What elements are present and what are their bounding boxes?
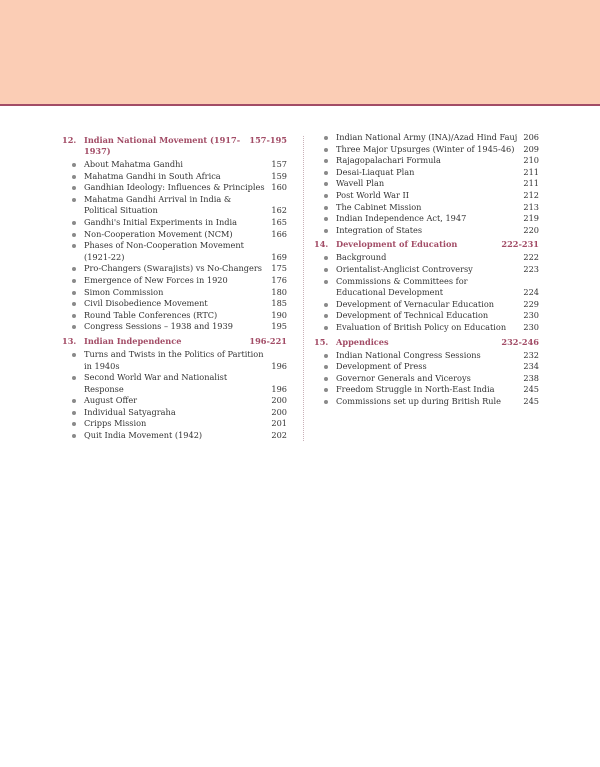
- toc-entry[interactable]: [314, 155, 539, 167]
- toc-entry-page: 222: [523, 252, 539, 263]
- bullet-icon: [62, 229, 84, 241]
- toc-entry[interactable]: [314, 264, 539, 276]
- toc-entry[interactable]: [314, 350, 539, 362]
- toc-entry[interactable]: [314, 144, 539, 156]
- bullet-icon: [62, 372, 84, 384]
- toc-entry-page: 162: [271, 205, 287, 216]
- toc-entry[interactable]: [62, 349, 287, 372]
- bullet-icon: [314, 190, 336, 202]
- bullet-icon: [62, 263, 84, 275]
- toc-left-column: [62, 132, 287, 445]
- toc-entry-label: Gandhian Ideology: Influences & Principles: [84, 182, 265, 193]
- toc-right-column: [314, 132, 539, 410]
- toc-entry-page: 201: [271, 418, 287, 429]
- toc-entry[interactable]: [314, 322, 539, 334]
- bullet-icon: [62, 287, 84, 299]
- toc-entry[interactable]: [314, 361, 539, 373]
- toc-entry[interactable]: [62, 407, 287, 419]
- column-divider: [303, 136, 304, 441]
- bullet-icon: [62, 418, 84, 430]
- toc-entry-page: 175: [271, 263, 287, 274]
- toc-entry-label: Commissions set up during British Rule: [336, 395, 502, 406]
- toc-entry-label: About Mahatma Gandhi: [84, 159, 184, 169]
- toc-entry[interactable]: [62, 275, 287, 287]
- bullet-icon: [314, 373, 336, 385]
- toc-entry-label: Indian Independence Act, 1947: [336, 213, 467, 224]
- toc-entry-page: 230: [523, 321, 539, 332]
- toc-entry-page: 230: [523, 310, 539, 321]
- toc-entry[interactable]: [62, 194, 287, 217]
- bullet-icon: [314, 299, 336, 311]
- toc-entry-label: Second World War and Nationalist Response: [84, 372, 228, 394]
- toc-entry[interactable]: [314, 276, 539, 299]
- toc-entry[interactable]: [62, 171, 287, 183]
- toc-entry[interactable]: [314, 132, 539, 144]
- toc-entry-label: Quit India Movement (1942): [84, 430, 203, 441]
- toc-entry[interactable]: [62, 298, 287, 310]
- toc-section: [314, 132, 539, 236]
- toc-entry[interactable]: [314, 202, 539, 214]
- toc-entry-page: 190: [271, 309, 287, 320]
- bullet-icon: [314, 396, 336, 408]
- bullet-icon: [314, 178, 336, 190]
- toc-entry[interactable]: [62, 240, 287, 263]
- toc-entry-label: Wavell Plan: [336, 178, 385, 189]
- chapter-heading[interactable]: [62, 336, 287, 347]
- toc-entry[interactable]: [314, 384, 539, 396]
- bullet-icon: [62, 349, 84, 361]
- toc-entry-page: 211: [523, 166, 539, 177]
- toc-entry-page: 159: [271, 170, 287, 181]
- bullet-icon: [62, 310, 84, 322]
- toc-entry-page: 195: [271, 321, 287, 332]
- toc-entry-page: 220: [523, 224, 539, 235]
- bullet-icon: [314, 322, 336, 334]
- toc-entry-label: The Cabinet Mission: [336, 201, 422, 212]
- bullet-icon: [314, 132, 336, 144]
- toc-section: [62, 336, 287, 442]
- toc-entry-page: 219: [523, 213, 539, 224]
- chapter-heading[interactable]: [314, 337, 539, 348]
- toc-entry-page: 169: [271, 251, 287, 262]
- toc-entry-page: 209: [523, 143, 539, 154]
- toc-entry[interactable]: [62, 217, 287, 229]
- toc-entry-label: Turns and Twists in the Politics of Partition in 1940s: [84, 348, 264, 371]
- toc-entry-page: 213: [523, 201, 539, 212]
- toc-entry[interactable]: [62, 418, 287, 430]
- toc-entry-label: Orientalist-Anglicist Controversy: [336, 263, 473, 274]
- chapter-number: 15.: [314, 336, 329, 347]
- toc-entry-label: Congress Sessions – 1938 and 1939: [84, 321, 233, 332]
- bullet-icon: [62, 240, 84, 252]
- toc-entry-page: 157: [271, 159, 287, 169]
- toc-section: [314, 239, 539, 333]
- toc-entry-label: Commissions & Committees for Educational Development: [336, 275, 468, 298]
- toc-entry-page: 176: [271, 274, 287, 285]
- toc-entry-page: 245: [523, 395, 539, 406]
- bullet-icon: [314, 167, 336, 179]
- chapter-heading[interactable]: [314, 239, 539, 250]
- toc-entry-label: Background: [336, 252, 387, 263]
- toc-entry-label: August Offer: [84, 395, 138, 406]
- toc-entry-page: 165: [271, 216, 287, 227]
- bullet-icon: [62, 194, 84, 206]
- bullet-icon: [314, 384, 336, 396]
- toc-entry-label: Simon Commission: [84, 286, 164, 297]
- toc-entry-label: Governor Generals and Viceroys: [336, 372, 471, 383]
- bullet-icon: [62, 217, 84, 229]
- toc-section: [314, 337, 539, 408]
- toc-entry-label: Gandhi's Initial Experiments in India: [84, 216, 237, 227]
- toc-entry-page: 202: [271, 430, 287, 441]
- toc-entry-label: Cripps Mission: [84, 418, 147, 429]
- toc-entry-label: Post World War II: [336, 189, 409, 200]
- toc-section: [62, 135, 287, 333]
- bullet-icon: [314, 155, 336, 167]
- toc-entry-label: Indian National Congress Sessions: [336, 349, 481, 360]
- toc-entry[interactable]: [314, 167, 539, 179]
- toc-entry-label: Development of Technical Education: [336, 310, 489, 321]
- bullet-icon: [62, 321, 84, 333]
- toc-entry[interactable]: [62, 372, 287, 395]
- chapter-number: 12.: [62, 135, 77, 145]
- toc-entry[interactable]: [314, 190, 539, 202]
- toc-entry[interactable]: [62, 430, 287, 442]
- toc-entry[interactable]: [314, 213, 539, 225]
- toc-entry-page: 210: [523, 155, 539, 166]
- toc-entry-label: Rajagopalachari Formula: [336, 155, 441, 166]
- toc-entry[interactable]: [314, 310, 539, 322]
- header-band: [0, 0, 600, 104]
- toc-entry-label: Mahatma Gandhi in South Africa: [84, 170, 221, 181]
- bullet-icon: [314, 252, 336, 264]
- toc-entry[interactable]: [62, 310, 287, 322]
- toc-entry[interactable]: [62, 182, 287, 194]
- chapter-page-range: 157-195: [249, 135, 287, 145]
- toc-entry[interactable]: [314, 299, 539, 311]
- toc-entry-label: Freedom Struggle in North-East India: [336, 384, 495, 395]
- bullet-icon: [314, 144, 336, 156]
- toc-entry[interactable]: [314, 396, 539, 408]
- toc-entry[interactable]: [314, 252, 539, 264]
- toc-entry-page: 200: [271, 395, 287, 406]
- toc-entry[interactable]: [62, 321, 287, 333]
- bullet-icon: [314, 310, 336, 322]
- bullet-icon: [314, 264, 336, 276]
- toc-entry-page: 212: [523, 189, 539, 200]
- toc-entry-label: Integration of States: [336, 224, 423, 235]
- toc-entry-page: 238: [523, 372, 539, 383]
- chapter-title: Appendices: [336, 336, 389, 347]
- bullet-icon: [62, 171, 84, 183]
- toc-entry-page: 224: [523, 287, 539, 298]
- toc-entry-label: Pro-Changers (Swarajists) vs No-Changers: [84, 263, 262, 274]
- toc-entry-label: Desai-Liaquat Plan: [336, 166, 415, 177]
- toc-entry[interactable]: [62, 287, 287, 299]
- toc-entry-label: Phases of Non-Cooperation Movement (1921-22): [84, 240, 244, 262]
- bullet-icon: [314, 361, 336, 373]
- bullet-icon: [314, 276, 336, 288]
- chapter-title: Indian National Movement (1917-1937): [84, 135, 241, 156]
- chapter-page-range: 232-246: [501, 336, 539, 347]
- toc-entry-label: Individual Satyagraha: [84, 406, 176, 417]
- toc-entry-label: Evaluation of British Policy on Education: [336, 321, 507, 332]
- toc-entry-label: Round Table Conferences (RTC): [84, 309, 218, 320]
- bullet-icon: [314, 225, 336, 237]
- bullet-icon: [314, 213, 336, 225]
- toc-entry-page: 223: [523, 263, 539, 274]
- bullet-icon: [62, 395, 84, 407]
- toc-entry-page: 211: [523, 178, 539, 189]
- toc-entry[interactable]: [62, 159, 287, 171]
- chapter-page-range: 196-221: [249, 335, 287, 346]
- bullet-icon: [314, 202, 336, 214]
- toc-entry-label: Indian National Army (INA)/Azad Hind Fauj: [336, 132, 518, 142]
- bullet-icon: [62, 298, 84, 310]
- bullet-icon: [62, 275, 84, 287]
- toc-entry-page: 196: [271, 383, 287, 394]
- toc-entry[interactable]: [314, 373, 539, 385]
- toc-entry[interactable]: [314, 178, 539, 190]
- toc-entry-page: 232: [523, 349, 539, 360]
- toc-entry-page: 185: [271, 298, 287, 309]
- header-divider: [0, 104, 600, 106]
- toc-entry-label: Emergence of New Forces in 1920: [84, 274, 228, 285]
- bullet-icon: [62, 430, 84, 442]
- toc-entry-label: Three Major Upsurges (Winter of 1945-46): [336, 143, 515, 154]
- toc-entry-page: 160: [271, 182, 287, 193]
- chapter-heading[interactable]: [62, 135, 287, 157]
- toc-entry-label: Development of Press: [336, 361, 427, 372]
- toc-entry-page: 245: [523, 384, 539, 395]
- toc-entry-page: 200: [271, 406, 287, 417]
- chapter-page-range: 222-231: [501, 239, 539, 250]
- bullet-icon: [62, 182, 84, 194]
- toc-entry[interactable]: [62, 229, 287, 241]
- bullet-icon: [314, 350, 336, 362]
- chapter-title: Development of Education: [336, 239, 458, 250]
- toc-entry-page: 234: [523, 361, 539, 372]
- chapter-title: Indian Independence: [84, 335, 182, 346]
- toc-entry-label: Development of Vernacular Education: [336, 298, 495, 309]
- toc-entry[interactable]: [62, 263, 287, 275]
- toc-entry-page: 196: [271, 360, 287, 371]
- toc-entry-label: Non-Cooperation Movement (NCM): [84, 228, 233, 239]
- toc-entry-page: 180: [271, 286, 287, 297]
- toc-entry-page: 166: [271, 228, 287, 239]
- bullet-icon: [62, 159, 84, 171]
- toc-entry-label: Mahatma Gandhi Arrival in India & Political Situation: [84, 193, 232, 216]
- toc-entry[interactable]: [62, 395, 287, 407]
- bullet-icon: [62, 407, 84, 419]
- toc-entry[interactable]: [314, 225, 539, 237]
- toc-entry-page: 206: [523, 132, 539, 142]
- toc-entry-label: Civil Disobedience Movement: [84, 298, 208, 309]
- toc-entry-page: 229: [523, 298, 539, 309]
- chapter-number: 14.: [314, 239, 329, 250]
- chapter-number: 13.: [62, 335, 77, 346]
